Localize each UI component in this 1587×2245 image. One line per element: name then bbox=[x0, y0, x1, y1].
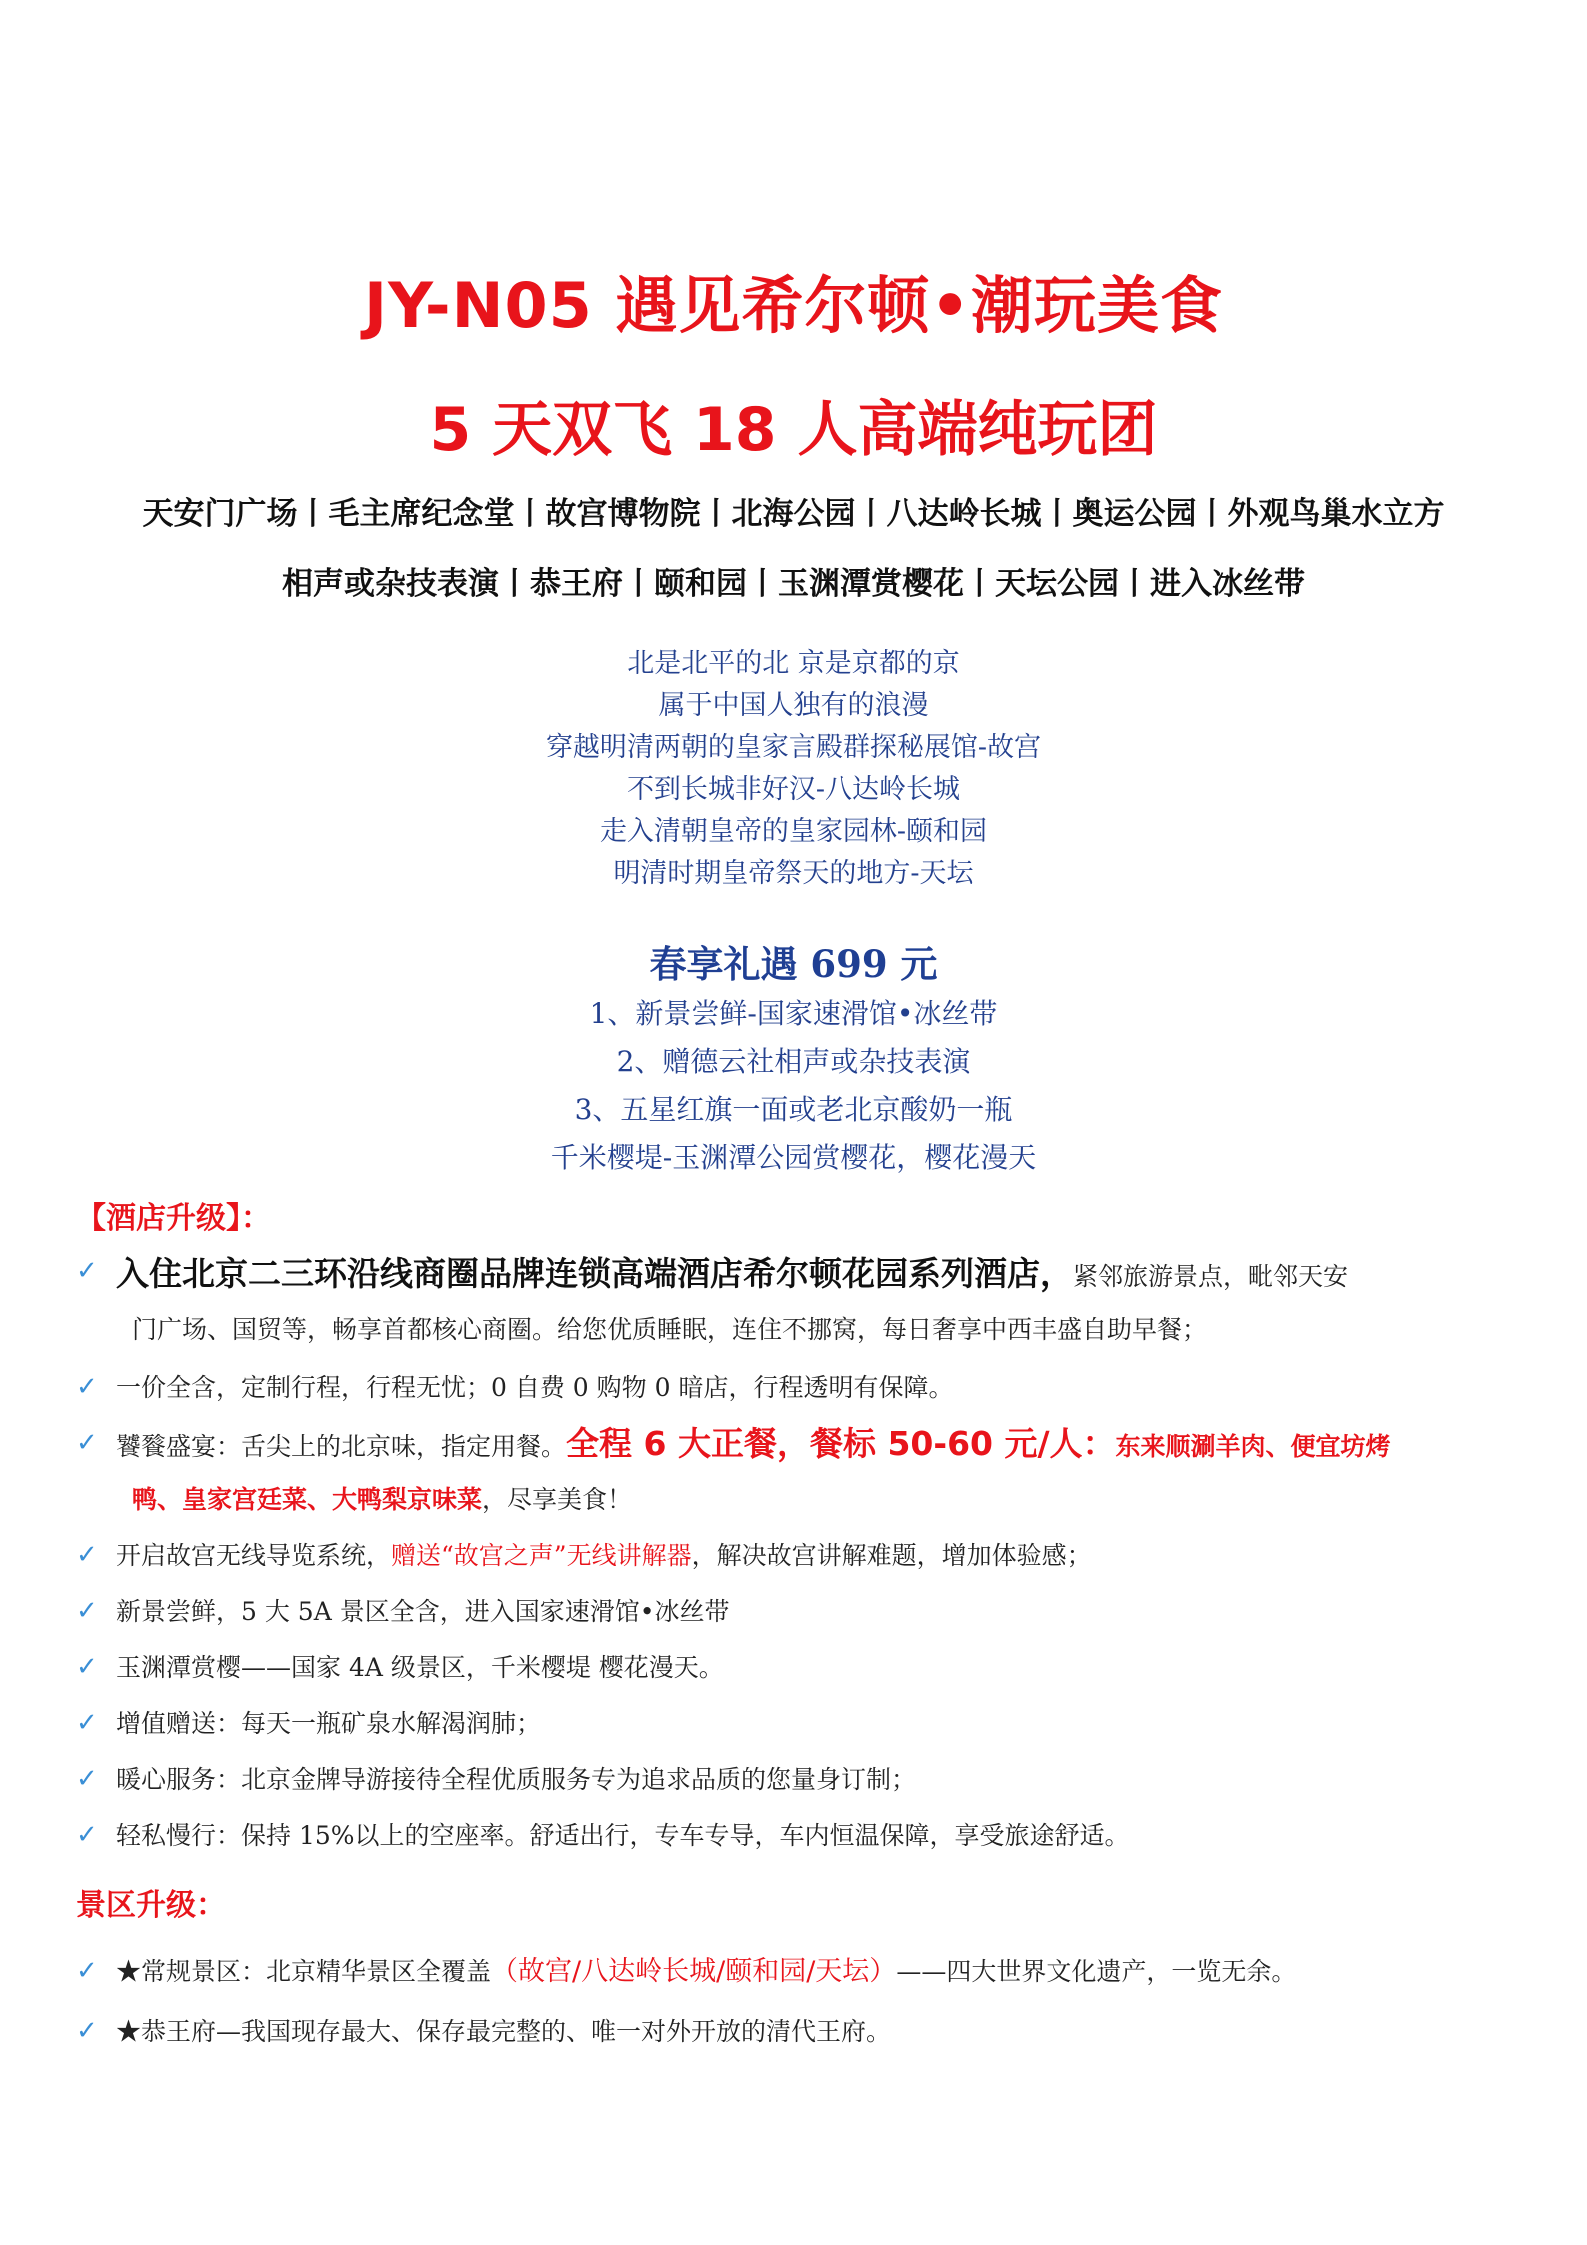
poem-line: 明清时期皇帝祭天的地方-天坛 bbox=[613, 858, 974, 889]
check-icon: ✓ bbox=[76, 1372, 98, 1402]
poem-line: 走入清朝皇帝的皇家园林-颐和园 bbox=[599, 816, 988, 847]
feature-text: 新景尝鲜，5 大 5A 景区全含，进入国家速滑馆•冰丝带 bbox=[116, 1597, 730, 1626]
guide-feature-item bbox=[76, 1528, 1526, 1584]
guide-text: 开启故宫无线导览系统， bbox=[116, 1541, 392, 1570]
promo-item: 1、新景尝鲜-国家速滑馆•冰丝带 bbox=[589, 997, 998, 1030]
guide-text-end: ，解决故宫讲解难题，增加体验感； bbox=[691, 1541, 1092, 1570]
dining-text-end: ，尽享美食！ bbox=[482, 1485, 633, 1514]
poem-line: 属于中国人独有的浪漫 bbox=[658, 690, 929, 721]
check-icon: ✓ bbox=[76, 1956, 98, 1986]
scenic-item bbox=[76, 1944, 1526, 2000]
feature-item bbox=[76, 1584, 1526, 1640]
dining-text: 饕餮盛宴：舌尖上的北京味，指定用餐。 bbox=[116, 1432, 567, 1461]
hotel-feature-item bbox=[76, 1246, 1526, 1358]
promo-item: 2、赠德云社相声或杂技表演 bbox=[616, 1045, 971, 1078]
guide-gift: 赠送“故宫之声”无线讲解器 bbox=[391, 1541, 692, 1570]
feature-item bbox=[76, 1808, 1526, 1864]
check-icon: ✓ bbox=[76, 1256, 98, 1286]
check-icon: ✓ bbox=[76, 1708, 98, 1738]
hotel-text-line2: 门广场、国贸等，畅享首都核心商圈。给您优质睡眠，连住不挪窝，每日奢享中西丰盛自助早餐； bbox=[132, 1315, 1208, 1344]
dining-dishes: 东来顺涮羊肉、便宜坊烤 bbox=[1115, 1432, 1391, 1461]
route-list-line-2: 相声或杂技表演丨恭王府丨颐和园丨玉渊潭赏樱花丨天坛公园丨进入冰丝带 bbox=[282, 566, 1305, 602]
scenic-item bbox=[76, 2004, 1526, 2060]
tour-subtitle: 5 天双飞 18 人高端纯玩团 bbox=[429, 395, 1158, 465]
scenic-text: ★恭王府—我国现存最大、保存最完整的、唯一对外开放的清代王府。 bbox=[116, 2017, 892, 2046]
feature-text: 玉渊潭赏樱——国家 4A 级景区，千米樱堤 樱花漫天。 bbox=[116, 1653, 724, 1682]
hotel-highlight: 入住北京二三环沿线商圈品牌连锁高端酒店希尔顿花园系列酒店， bbox=[116, 1254, 1073, 1293]
feature-text: 一价全含，定制行程，行程无忧；0 自费 0 购物 0 暗店，行程透明有保障。 bbox=[116, 1373, 954, 1402]
intro-poem bbox=[0, 643, 1587, 895]
hotel-upgrade-heading: 【酒店升级】： bbox=[76, 1201, 271, 1236]
scenic-text-end: ——四大世界文化遗产，一览无余。 bbox=[896, 1957, 1297, 1986]
poem-line: 北是北平的北 京是京都的京 bbox=[627, 648, 960, 679]
check-icon: ✓ bbox=[76, 1764, 98, 1794]
promo-item: 千米樱堤-玉渊潭公园赏樱花，樱花漫天 bbox=[550, 1141, 1037, 1174]
feature-item bbox=[76, 1752, 1526, 1808]
hotel-feature-item bbox=[76, 1360, 1526, 1416]
dining-dishes-cont: 鸭、皇家宫廷菜、大鸭梨京味菜 bbox=[132, 1485, 483, 1514]
promo-title: 春享礼遇 699 元 bbox=[649, 942, 938, 986]
feature-item bbox=[76, 1696, 1526, 1752]
route-list-line-1: 天安门广场丨毛主席纪念堂丨故宫博物院丨北海公园丨八达岭长城丨奥运公园丨外观鸟巢水立方 bbox=[142, 496, 1445, 532]
poem-line: 不到长城非好汉-八达岭长城 bbox=[626, 774, 961, 805]
check-icon: ✓ bbox=[76, 1540, 98, 1570]
promo-item: 3、五星红旗一面或老北京酸奶一瓶 bbox=[574, 1093, 1013, 1126]
check-icon: ✓ bbox=[76, 1596, 98, 1626]
dining-meal-standard: 全程 6 大正餐，餐标 50-60 元/人： bbox=[566, 1424, 1116, 1463]
scenic-text: ★常规景区：北京精华景区全覆盖 bbox=[116, 1957, 492, 1986]
hotel-text: 紧邻旅游景点，毗邻天安 bbox=[1073, 1262, 1349, 1291]
check-icon: ✓ bbox=[76, 1820, 98, 1850]
check-icon: ✓ bbox=[76, 1652, 98, 1682]
check-icon: ✓ bbox=[76, 1428, 98, 1458]
promo-list bbox=[0, 990, 1587, 1182]
feature-text: 轻私慢行：保持 15%以上的空座率。舒适出行，专车专导，车内恒温保障，享受旅途舒适。 bbox=[116, 1821, 1130, 1850]
poem-line: 穿越明清两朝的皇家言殿群探秘展馆-故宫 bbox=[545, 732, 1042, 763]
tour-code-title: JY-N05 遇见希尔顿•潮玩美食 bbox=[364, 269, 1223, 342]
check-icon: ✓ bbox=[76, 2016, 98, 2046]
dining-feature-item bbox=[76, 1416, 1526, 1528]
feature-text: 暖心服务：北京金牌导游接待全程优质服务专为追求品质的您量身订制； bbox=[116, 1765, 917, 1794]
scenic-highlight: （故宫/八达岭长城/颐和园/天坛） bbox=[491, 1956, 897, 1987]
scenic-upgrade-heading: 景区升级： bbox=[76, 1888, 226, 1923]
feature-item bbox=[76, 1640, 1526, 1696]
feature-text: 增值赠送：每天一瓶矿泉水解渴润肺； bbox=[116, 1709, 542, 1738]
